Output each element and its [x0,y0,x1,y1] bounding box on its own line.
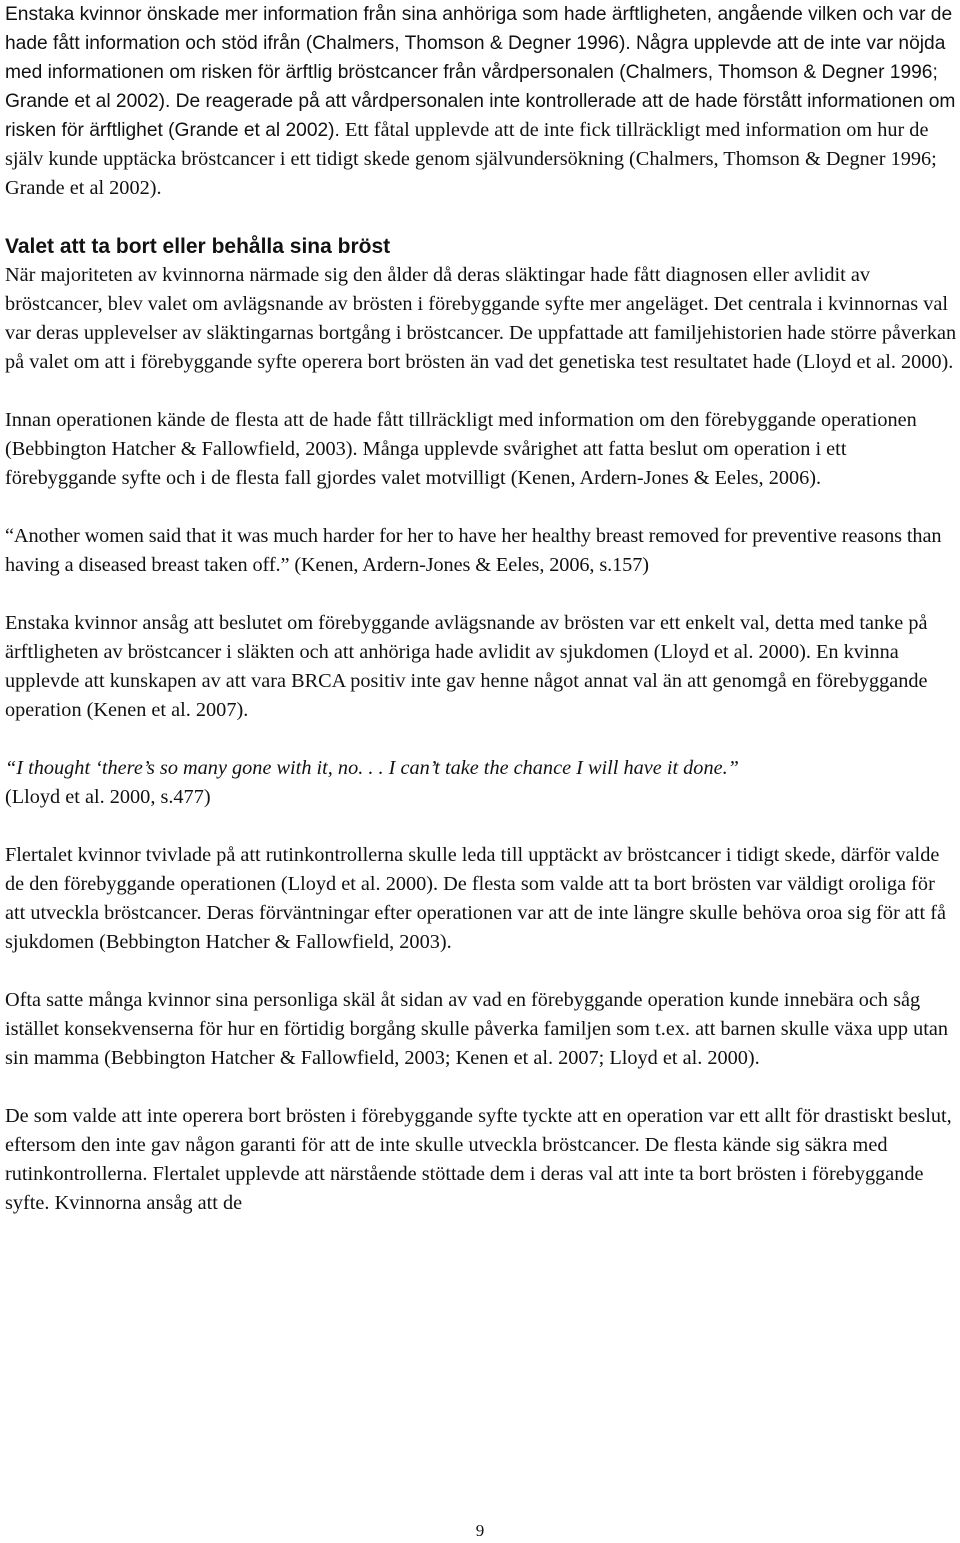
quote-lloyd-text: “I thought ‘there’s so many gone with it, no. . . I can’t take the chance I will have it done.” [5,757,739,779]
quote-kenen-text: “Another women said that it was much harder for her to have her healthy breast removed for preventive reasons than having a diseased breast taken off.” [5,525,942,576]
section-heading: Valet att ta bort eller behålla sina bröst [5,235,391,258]
page-number: 9 [475,1521,485,1540]
quote-lloyd [5,754,957,812]
paragraph-before-operation: Innan operationen kände de flesta att de hade fått tillräckligt med information om den förebyggande operationen (Bebbington Hatcher & Fallowfield, 2003). Många upplevde svårighet att fatta beslut om operation i ett förebyggande syfte och i de flesta fall gjordes valet motvilligt (Kenen, Ardern-Jones & Eeles, 2006). [5,409,917,489]
paragraph-choice-urgency: När majoriteten av kvinnorna närmade sig den ålder då deras släktingar hade fått diagnosen eller avlidit av bröstcancer, blev valet om avlägsnande av brösten i förebyggande syfte mer angeläget. Det centrala i kvinnornas val var deras upplevelser av släktingarnas bortgång i bröstcancer. De uppfattade att familjehistorien hade större påverkan på valet om att i förebyggande syfte operera bort brösten än vad det genetiska test resultatet hade (Lloyd et al. 2000). [5,264,957,373]
quote-kenen-reference: (Kenen, Ardern-Jones & Eeles, 2006, s.157) [289,554,649,576]
paragraph-sans-part: Enstaka kvinnor önskade mer information från sina anhöriga som hade ärftligheten, angående vilken och var de hade fått information och stöd ifrån (Chalmers, Thomson & Degner 1996). Några upplevde att de inte var nöjda med informationen om risken för ärftlig bröstcancer från vårdpersonalen (Chalmers, Thomson & Degner 1996; Grande et al 2002). De reagerade på att vårdpersonalen inte kontrollerade att de hade förstått informationen om risken för ärftlighet (Grande et al 2002). [5,4,956,141]
paragraph-doubt-routine-checks: Flertalet kvinnor tvivlade på att rutinkontrollerna skulle leda till upptäckt av bröstcancer i tidigt skede, därför valde de den förebyggande operationen (Lloyd et al. 2000). De flesta som valde att ta bort brösten var väldigt oroliga för att utveckla bröstcancer. Deras förväntningar efter operationen var att de inte längre skulle behöva oroa sig för att få sjukdomen (Bebbington Hatcher & Fallowfield, 2003). [5,844,946,953]
paragraph-information-needs [5,0,957,203]
paragraph-family-consequences: Ofta satte många kvinnor sina personliga skäl åt sidan av vad en förebyggande operation kunde innebära och såg istället konsekvenserna för hur en förtidig borgång skulle påverka familjen som t.ex. att barnen skulle växa upp utan sin mamma (Bebbington Hatcher & Fallowfield, 2003; Kenen et al. 2007; Lloyd et al. 2000). [5,989,948,1069]
document-page [5,0,957,1218]
quote-kenen [5,522,957,580]
paragraph-serif-part: Ett fåtal upplevde att de inte fick tillräckligt med information om hur de själv kunde upptäcka bröstcancer i ett tidigt skede genom självundersökning (Chalmers, Thomson & Degner 1996; Grande et al 2002). [5,119,937,199]
paragraph-chose-not-to-operate: De som valde att inte operera bort brösten i förebyggande syfte tyckte att en operation var ett allt för drastiskt beslut, eftersom den inte gav någon garanti för att de inte skulle utveckla bröstcancer. De flesta kände sig säkra med rutinkontrollerna. Flertalet upplevde att närstående stöttade dem i deras val att inte ta bort brösten i förebyggande syfte. Kvinnorna ansåg att de [5,1105,952,1214]
paragraph-simple-choice: Enstaka kvinnor ansåg att beslutet om förebyggande avlägsnande av brösten var ett enkelt val, detta med tanke på ärftligheten av bröstcancer i släkten och att anhöriga hade avlidit av sjukdomen (Lloyd et al. 2000). En kvinna upplevde att kunskapen av att vara BRCA positiv inte gav henne något annat val än att genomgå en förebyggande operation (Kenen et al. 2007). [5,612,928,721]
quote-lloyd-reference: (Lloyd et al. 2000, s.477) [5,786,211,808]
